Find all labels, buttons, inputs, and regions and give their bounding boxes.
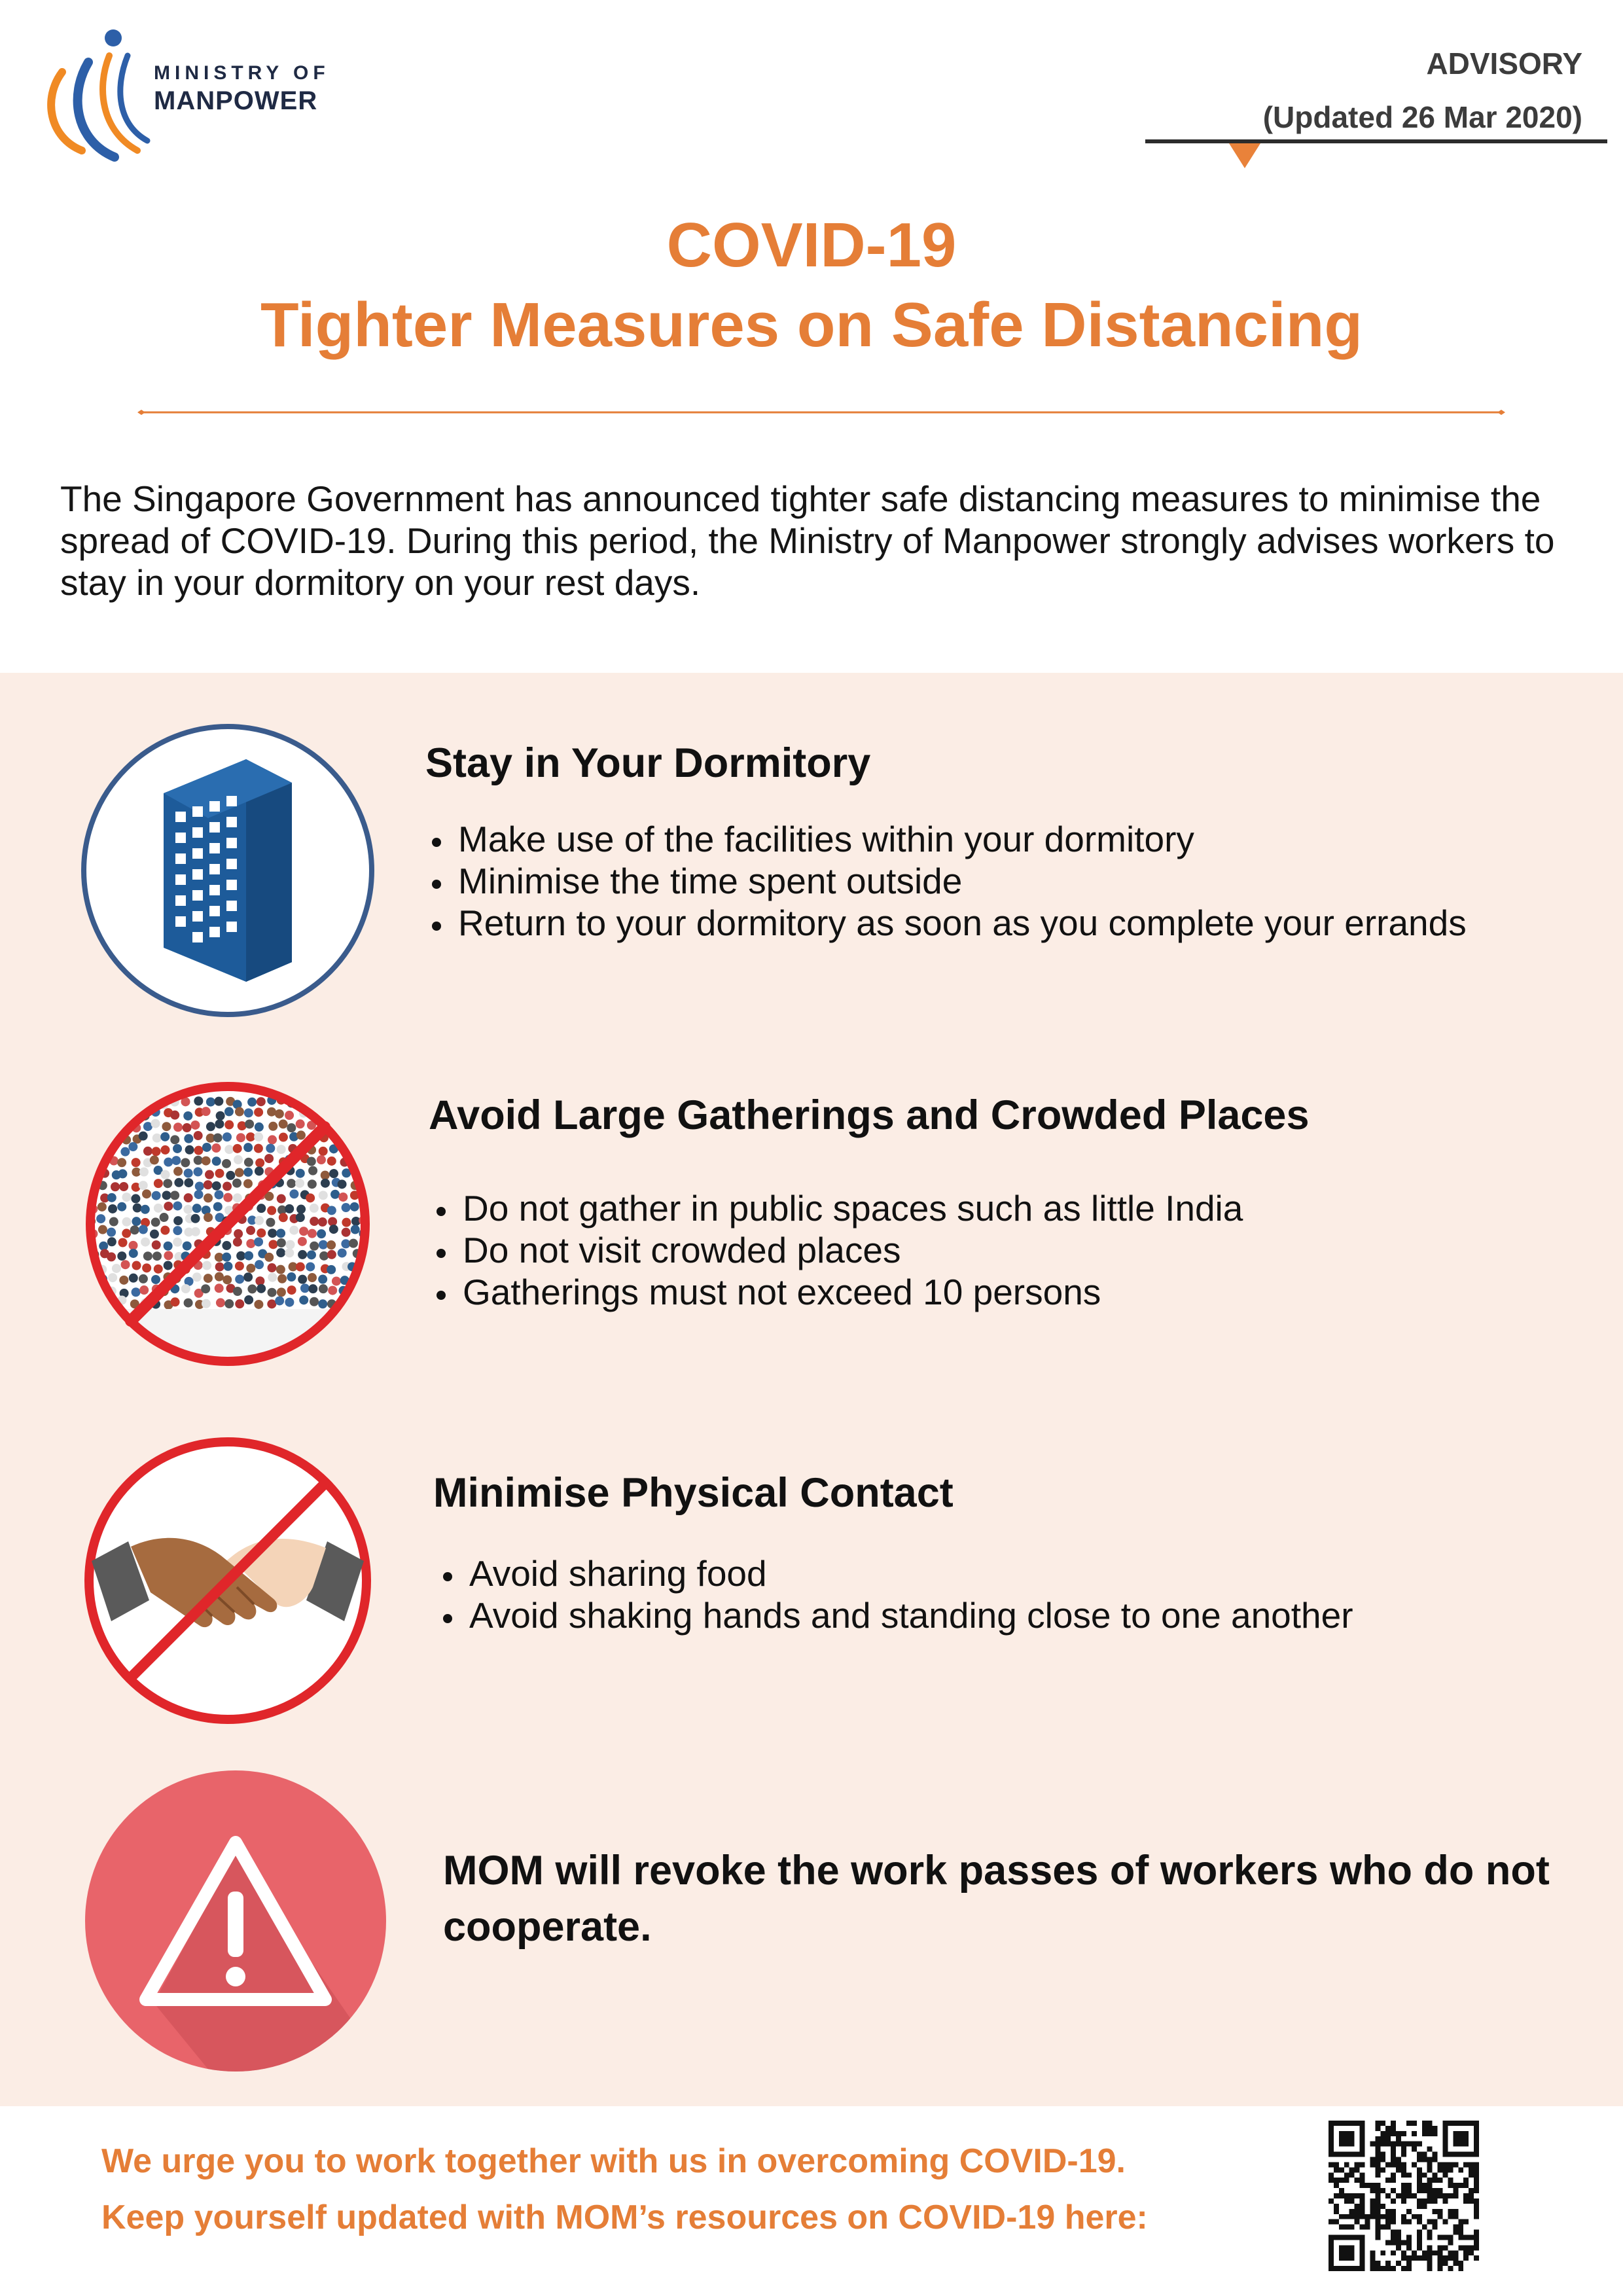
section-title-avoid-gatherings: Avoid Large Gatherings and Crowded Places — [429, 1092, 1310, 1138]
list-item: Make use of the facilities within your dormitory — [425, 818, 1467, 860]
footer-urge-text: We urge you to work together with us in overcoming COVID-19. — [101, 2142, 1126, 2180]
no-crowd-icon — [77, 1073, 378, 1374]
no-handshake-icon — [77, 1430, 378, 1731]
bullet-icon — [443, 1572, 452, 1581]
list-item: Avoid sharing food — [437, 1552, 1353, 1594]
bullet-icon — [437, 1207, 446, 1216]
intro-paragraph: The Singapore Government has announced tighter safe distancing measures to minimise the spread of COVID-19. During this period, the Ministry of Manpower strongly advises workers to stay in your dormitory on your rest days. — [60, 478, 1555, 603]
building-icon — [77, 720, 378, 1021]
section-title-minimise-contact: Minimise Physical Contact — [433, 1470, 954, 1516]
advisory-pointer-icon — [1229, 143, 1260, 168]
list-item: Avoid shaking hands and standing close to one another — [437, 1594, 1353, 1636]
logo-text-manpower: MANPOWER — [154, 86, 318, 115]
list-item: Do not gather in public spaces such as little India — [430, 1187, 1243, 1229]
advisory-divider — [1145, 139, 1607, 143]
bullet-icon — [432, 880, 441, 889]
advisory-updated-date: (Updated 26 Mar 2020) — [1262, 100, 1582, 134]
title-divider — [137, 410, 1505, 415]
section-bullets-minimise-contact — [437, 1552, 1353, 1636]
footer-resources-text: Keep yourself updated with MOM’s resources on COVID-19 here: — [101, 2198, 1148, 2236]
bullet-icon — [432, 922, 441, 931]
advisory-label: ADVISORY — [1426, 46, 1582, 81]
section-bullets-avoid-gatherings — [430, 1187, 1243, 1313]
bullet-icon — [443, 1614, 452, 1623]
bullet-icon — [432, 838, 441, 847]
list-item: Minimise the time spent outside — [425, 860, 1467, 902]
bullet-icon — [437, 1291, 446, 1300]
list-item: Gatherings must not exceed 10 persons — [430, 1271, 1243, 1313]
bullet-icon — [437, 1249, 446, 1258]
section-bullets-stay-in-dormitory — [425, 818, 1467, 944]
warning-icon — [82, 1767, 389, 2075]
list-item: Return to your dormitory as soon as you complete your errands — [425, 902, 1467, 944]
logo-text-ministry-of: MINISTRY OF — [154, 62, 330, 84]
warning-message: MOM will revoke the work passes of workers who do not cooperate. — [443, 1848, 1550, 1950]
page-title-line-2: Tighter Measures on Safe Distancing — [260, 290, 1363, 360]
qr-code-icon[interactable] — [1329, 2121, 1479, 2271]
section-title-stay-in-dormitory: Stay in Your Dormitory — [425, 740, 871, 786]
list-item: Do not visit crowded places — [430, 1229, 1243, 1271]
page-title-line-1: COVID-19 — [666, 210, 957, 280]
